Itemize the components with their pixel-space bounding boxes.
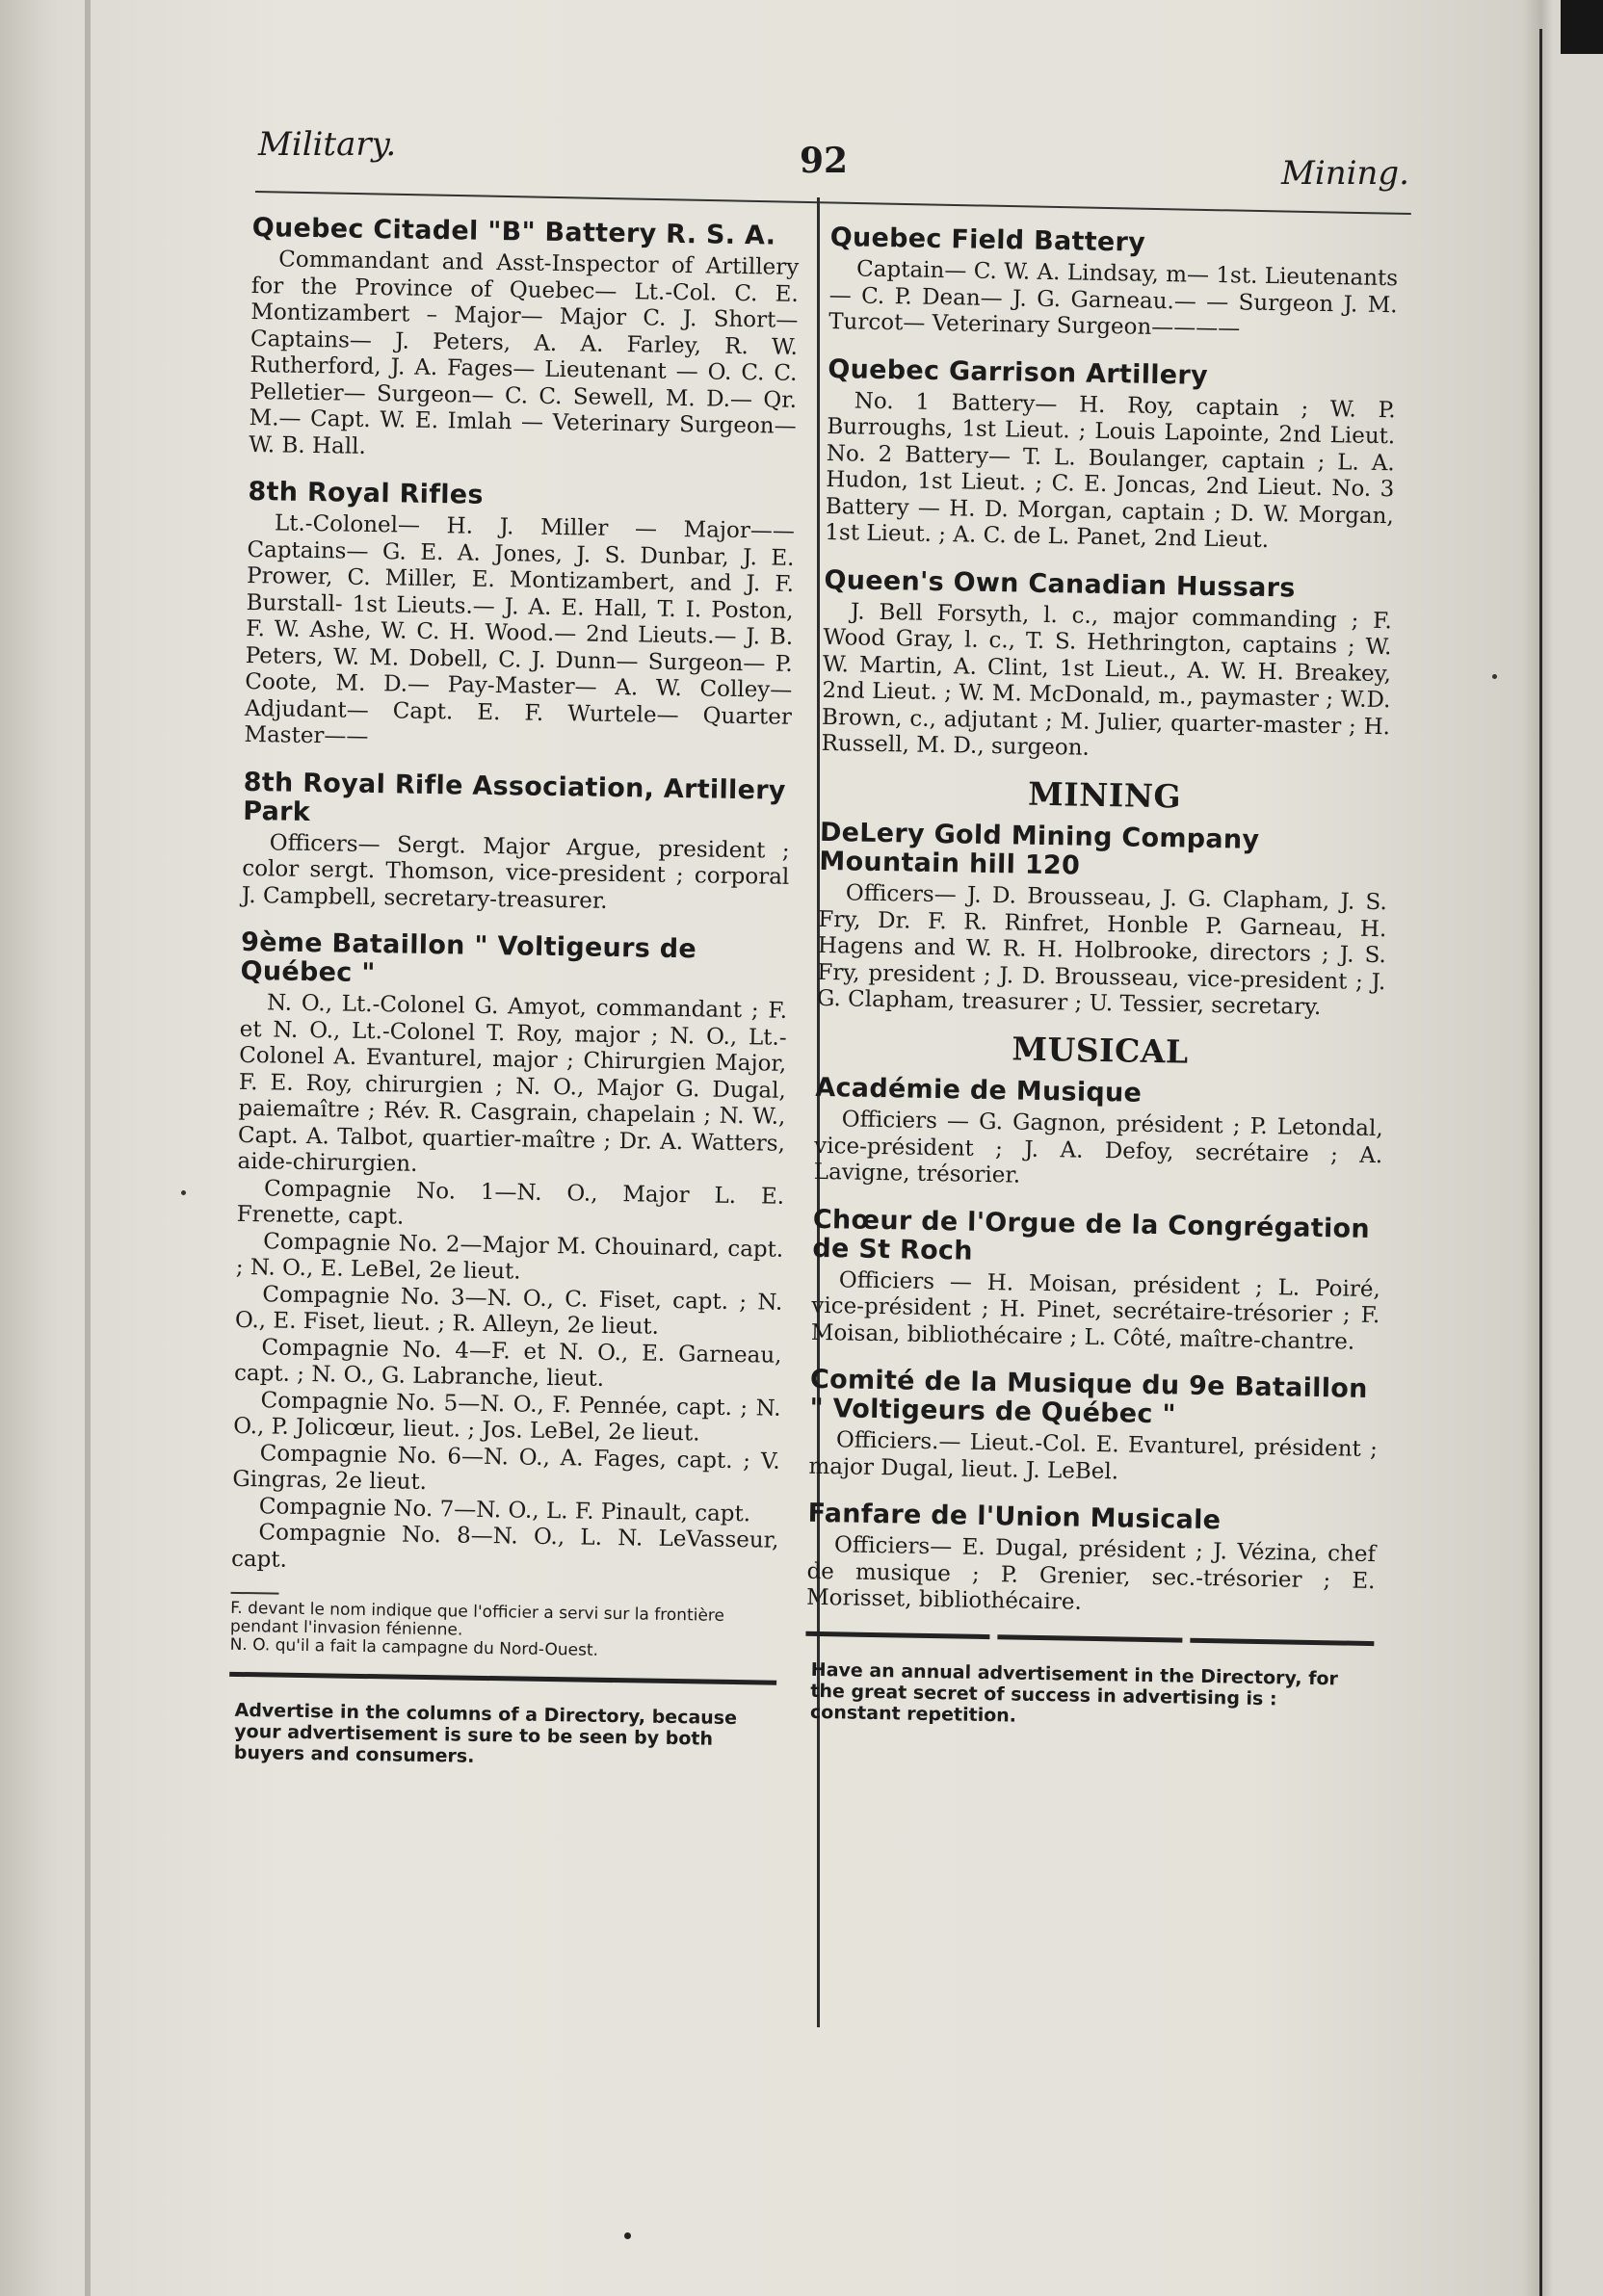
speck xyxy=(624,2232,631,2239)
directory-entry xyxy=(825,354,1396,556)
directory-entry xyxy=(828,223,1399,346)
directory-entry xyxy=(821,565,1392,767)
scan-corner xyxy=(1561,0,1603,54)
entry-body xyxy=(808,1427,1378,1490)
entry-body xyxy=(817,880,1387,1023)
entry-paragraph: No. 1 Battery— H. Roy, captain ; W. P. Burroughs, 1st Lieut. ; Louis Lapointe, 2nd Lieut. No. 2 Battery— T. L. Boulanger, captain ; L. A. Hudon, 1st Lieut. ; C. E. Joncas, 2nd Lieut. No. 3 Battery — H. D. Morgan, captain ; D. W. Morgan, 1st Lieut. ; A. C. de L. Panet, 2nd Lieut. xyxy=(825,387,1396,553)
right-column xyxy=(804,223,1399,1733)
musical-entries xyxy=(806,1074,1384,1622)
advert-right: Have an annual advertisement in the Directory, for the great secret of success in advertising is : constant repetition. xyxy=(809,1658,1339,1727)
mining-entries xyxy=(817,819,1388,1023)
directory-entry xyxy=(231,928,788,1581)
entry-heading: Queen's Own Canadian Hussars xyxy=(824,564,1296,603)
directory-entry xyxy=(817,819,1388,1023)
page-edge xyxy=(1539,29,1542,2296)
entry-paragraph: Compagnie No. 5—N. O., F. Pennée, capt. ; N. O., P. Jolicœur, lieut. ; Jos. LeBel, 2e lieut. xyxy=(233,1387,781,1447)
entry-paragraph: Compagnie No. 6—N. O., A. Fages, capt. ; V. Gingras, 2e lieut. xyxy=(232,1440,780,1496)
directory-entry xyxy=(242,768,791,917)
directory-entry xyxy=(811,1205,1381,1356)
footnote-line: N. O. qu'il a fait la campagne du Nord-Ouest. xyxy=(229,1634,599,1660)
entry-paragraph: Compagnie No. 7—N. O., L. F. Pinault, capt. xyxy=(258,1493,751,1526)
entry-heading: Académie de Musique xyxy=(815,1072,1143,1109)
entry-body xyxy=(249,247,799,467)
entry-heading: 8th Royal Rifles xyxy=(248,476,485,510)
left-column xyxy=(228,214,800,1772)
entry-heading: DeLery Gold Mining Company Mountain hill 120 xyxy=(819,817,1260,881)
entry-paragraph: Officiers — H. Moisan, président ; L. Poiré, vice-président ; H. Pinet, secrétaire-trésorier ; F. Moisan, bibliothécaire ; L. Côté, maître-chantre. xyxy=(810,1266,1381,1355)
entry-paragraph: Captain— C. W. A. Lindsay, m— 1st. Lieutenants— C. P. Dean— J. G. Garneau.— — Surgeon J. M. Turcot— Veterinary Surgeon———— xyxy=(828,256,1399,342)
footnote-rule xyxy=(230,1592,278,1595)
entry-paragraph: Compagnie No. 8—N. O., L. N. LeVasseur, capt. xyxy=(230,1520,779,1573)
entry-body xyxy=(806,1532,1376,1622)
section-heading-musical: MUSICAL xyxy=(1012,1029,1189,1071)
entry-paragraph: Compagnie No. 3—N. O., C. Fiset, capt. ; N. O., E. Fiset, lieut. ; R. Alleyn, 2e lieut. xyxy=(234,1281,783,1340)
running-head-right: Mining. xyxy=(1281,154,1409,193)
entry-paragraph: Officiers.— Lieut.-Col. E. Evanturel, président ; major Dugal, lieut. J. LeBel. xyxy=(808,1427,1379,1484)
entry-heading: Fanfare de l'Union Musicale xyxy=(807,1498,1222,1536)
entry-body xyxy=(814,1107,1383,1196)
page-number: 92 xyxy=(800,141,849,181)
entry-heading: Comité de la Musique du 9e Bataillon " Voltigeurs de Québec " xyxy=(809,1364,1368,1430)
left-entries xyxy=(231,214,800,1581)
footnote-line: F. devant le nom indique que l'officier a servi sur la frontière pendant l'invasion fénienne. xyxy=(229,1598,725,1640)
entry-heading: Quebec Garrison Artillery xyxy=(828,353,1209,391)
directory-entry xyxy=(244,478,795,757)
entry-paragraph: Commandant and Asst-Inspector of Artillery for the Province of Quebec— Lt.-Col. C. E. Montizambert – Major— Major C. J. Short— Captains— J. Peters, A. A. Farley, R. W. Rutherford, J. A. Fages— Lieutenant — O. C. C. Pelletier— Surgeon— C. C. Sewell, M. D.— Qr. M.— Capt. W. E. Imlah — Veterinary Surgeon— W. B. Hall. xyxy=(249,247,800,459)
entry-paragraph: Officers— Sergt. Major Argue, president ; color sergt. Thomson, vice-president ; corporal J. Campbell, secretary-treasurer. xyxy=(241,829,790,914)
entry-body xyxy=(242,829,790,917)
entry-heading: Quebec Citadel "B" Battery R. S. A. xyxy=(251,213,776,251)
binding-shadow xyxy=(85,0,91,2296)
entry-heading: 8th Royal Rifle Association, Artillery Park xyxy=(243,767,786,827)
entry-paragraph: Officers— J. D. Brousseau, J. G. Clapham, J. S. Fry, Dr. F. R. Rinfret, Honble P. Garneau, H. Hagens and W. R. H. Holbrooke, directors ; J. S. Fry, president ; J. D. Brousseau, vice-president ; J. G. Clapham, treasurer ; U. Tessier, secretary. xyxy=(816,880,1388,1021)
header-rule xyxy=(255,191,1411,215)
entry-paragraph: Compagnie No. 2—Major M. Chouinard, capt. ; N. O., E. LeBel, 2e lieut. xyxy=(235,1228,784,1285)
entry-heading: Quebec Field Battery xyxy=(829,222,1146,258)
entry-body xyxy=(828,256,1398,346)
entry-paragraph: Compagnie No. 1—N. O., Major L. E. Frenette, capt. xyxy=(236,1175,785,1230)
entry-body xyxy=(231,990,787,1581)
entry-paragraph: Compagnie No. 4—F. et N. O., E. Garneau, capt. ; N. O., G. Labranche, lieut. xyxy=(233,1334,782,1392)
section-heading-mining: MINING xyxy=(1027,774,1182,815)
directory-entry xyxy=(806,1500,1377,1622)
running-head-left: Military. xyxy=(258,125,397,164)
advert-left: Advertise in the columns of a Directory, because your advertisement is sure to be seen by both buyers and consumers. xyxy=(233,1699,738,1767)
directory-entry xyxy=(249,214,800,467)
entry-paragraph: J. Bell Forsyth, l. c., major commanding ; F. Wood Gray, l. c., T. S. Hethrington, captains ; W. W. Martin, A. Clint, 1st Lieut., A. W. H. Breakey, 2nd Lieut. ; W. M. McDonald, m., paymaster ; W.D. Brown, c., adjutant ; M. Julier, quarter-master ; H. Russell, M. D., surgeon. xyxy=(821,598,1393,761)
entry-paragraph: Officiers — G. Gagnon, président ; P. Letondal, vice-président ; J. A. Defoy, secrétaire ; A. Lavigne, trésorier. xyxy=(813,1107,1383,1188)
directory-entry xyxy=(808,1366,1379,1490)
entry-body xyxy=(811,1266,1380,1356)
speck xyxy=(181,1190,186,1195)
entry-paragraph: Officiers— E. Dugal, président ; J. Vézina, chef de musique ; P. Grenier, sec.-trésorier ; E. Morisset, bibliothécaire. xyxy=(805,1532,1377,1615)
entry-heading: 9ème Bataillon " Voltigeurs de Québec " xyxy=(240,926,697,989)
speck xyxy=(1492,674,1497,679)
footnotes xyxy=(230,1600,778,1663)
entry-heading: Chœur de l'Orgue de la Congrégation de St Roch xyxy=(812,1204,1371,1266)
right-entries xyxy=(821,223,1399,768)
entry-body xyxy=(825,387,1396,556)
entry-paragraph: Lt.-Colonel— H. J. Miller — Major—— Captains— G. E. A. Jones, J. S. Dunbar, J. E. Prower, C. Miller, E. Montizambert, and J. F. Burstall- 1st Lieuts.— J. A. E. Hall, T. I. Poston, F. W. Ashe, W. C. H. Wood.— 2nd Lieuts.— J. B. Peters, W. M. Dobell, C. J. Dunn— Surgeon— P. Coote, M. D.— Pay-Master— A. W. Colley— Adjudant— Capt. E. F. Wurtele— Quarter Master—— xyxy=(244,510,796,749)
entry-body xyxy=(244,510,795,757)
entry-body xyxy=(821,598,1392,767)
directory-entry xyxy=(814,1074,1384,1196)
entry-paragraph: N. O., Lt.-Colonel G. Amyot, commandant ; F. et N. O., Lt.-Colonel T. Roy, major ; N. O., Lt.-Colonel A. Evanturel, major ; Chirurgien Major, F. E. Roy, chirurgien ; N. O., Major G. Dugal, paiemaître ; Rév. R. Casgrain, chapelain ; N. W., Capt. A. Talbot, quartier-maître ; Dr. A. Watters, aide-chirurgien. xyxy=(237,990,788,1177)
